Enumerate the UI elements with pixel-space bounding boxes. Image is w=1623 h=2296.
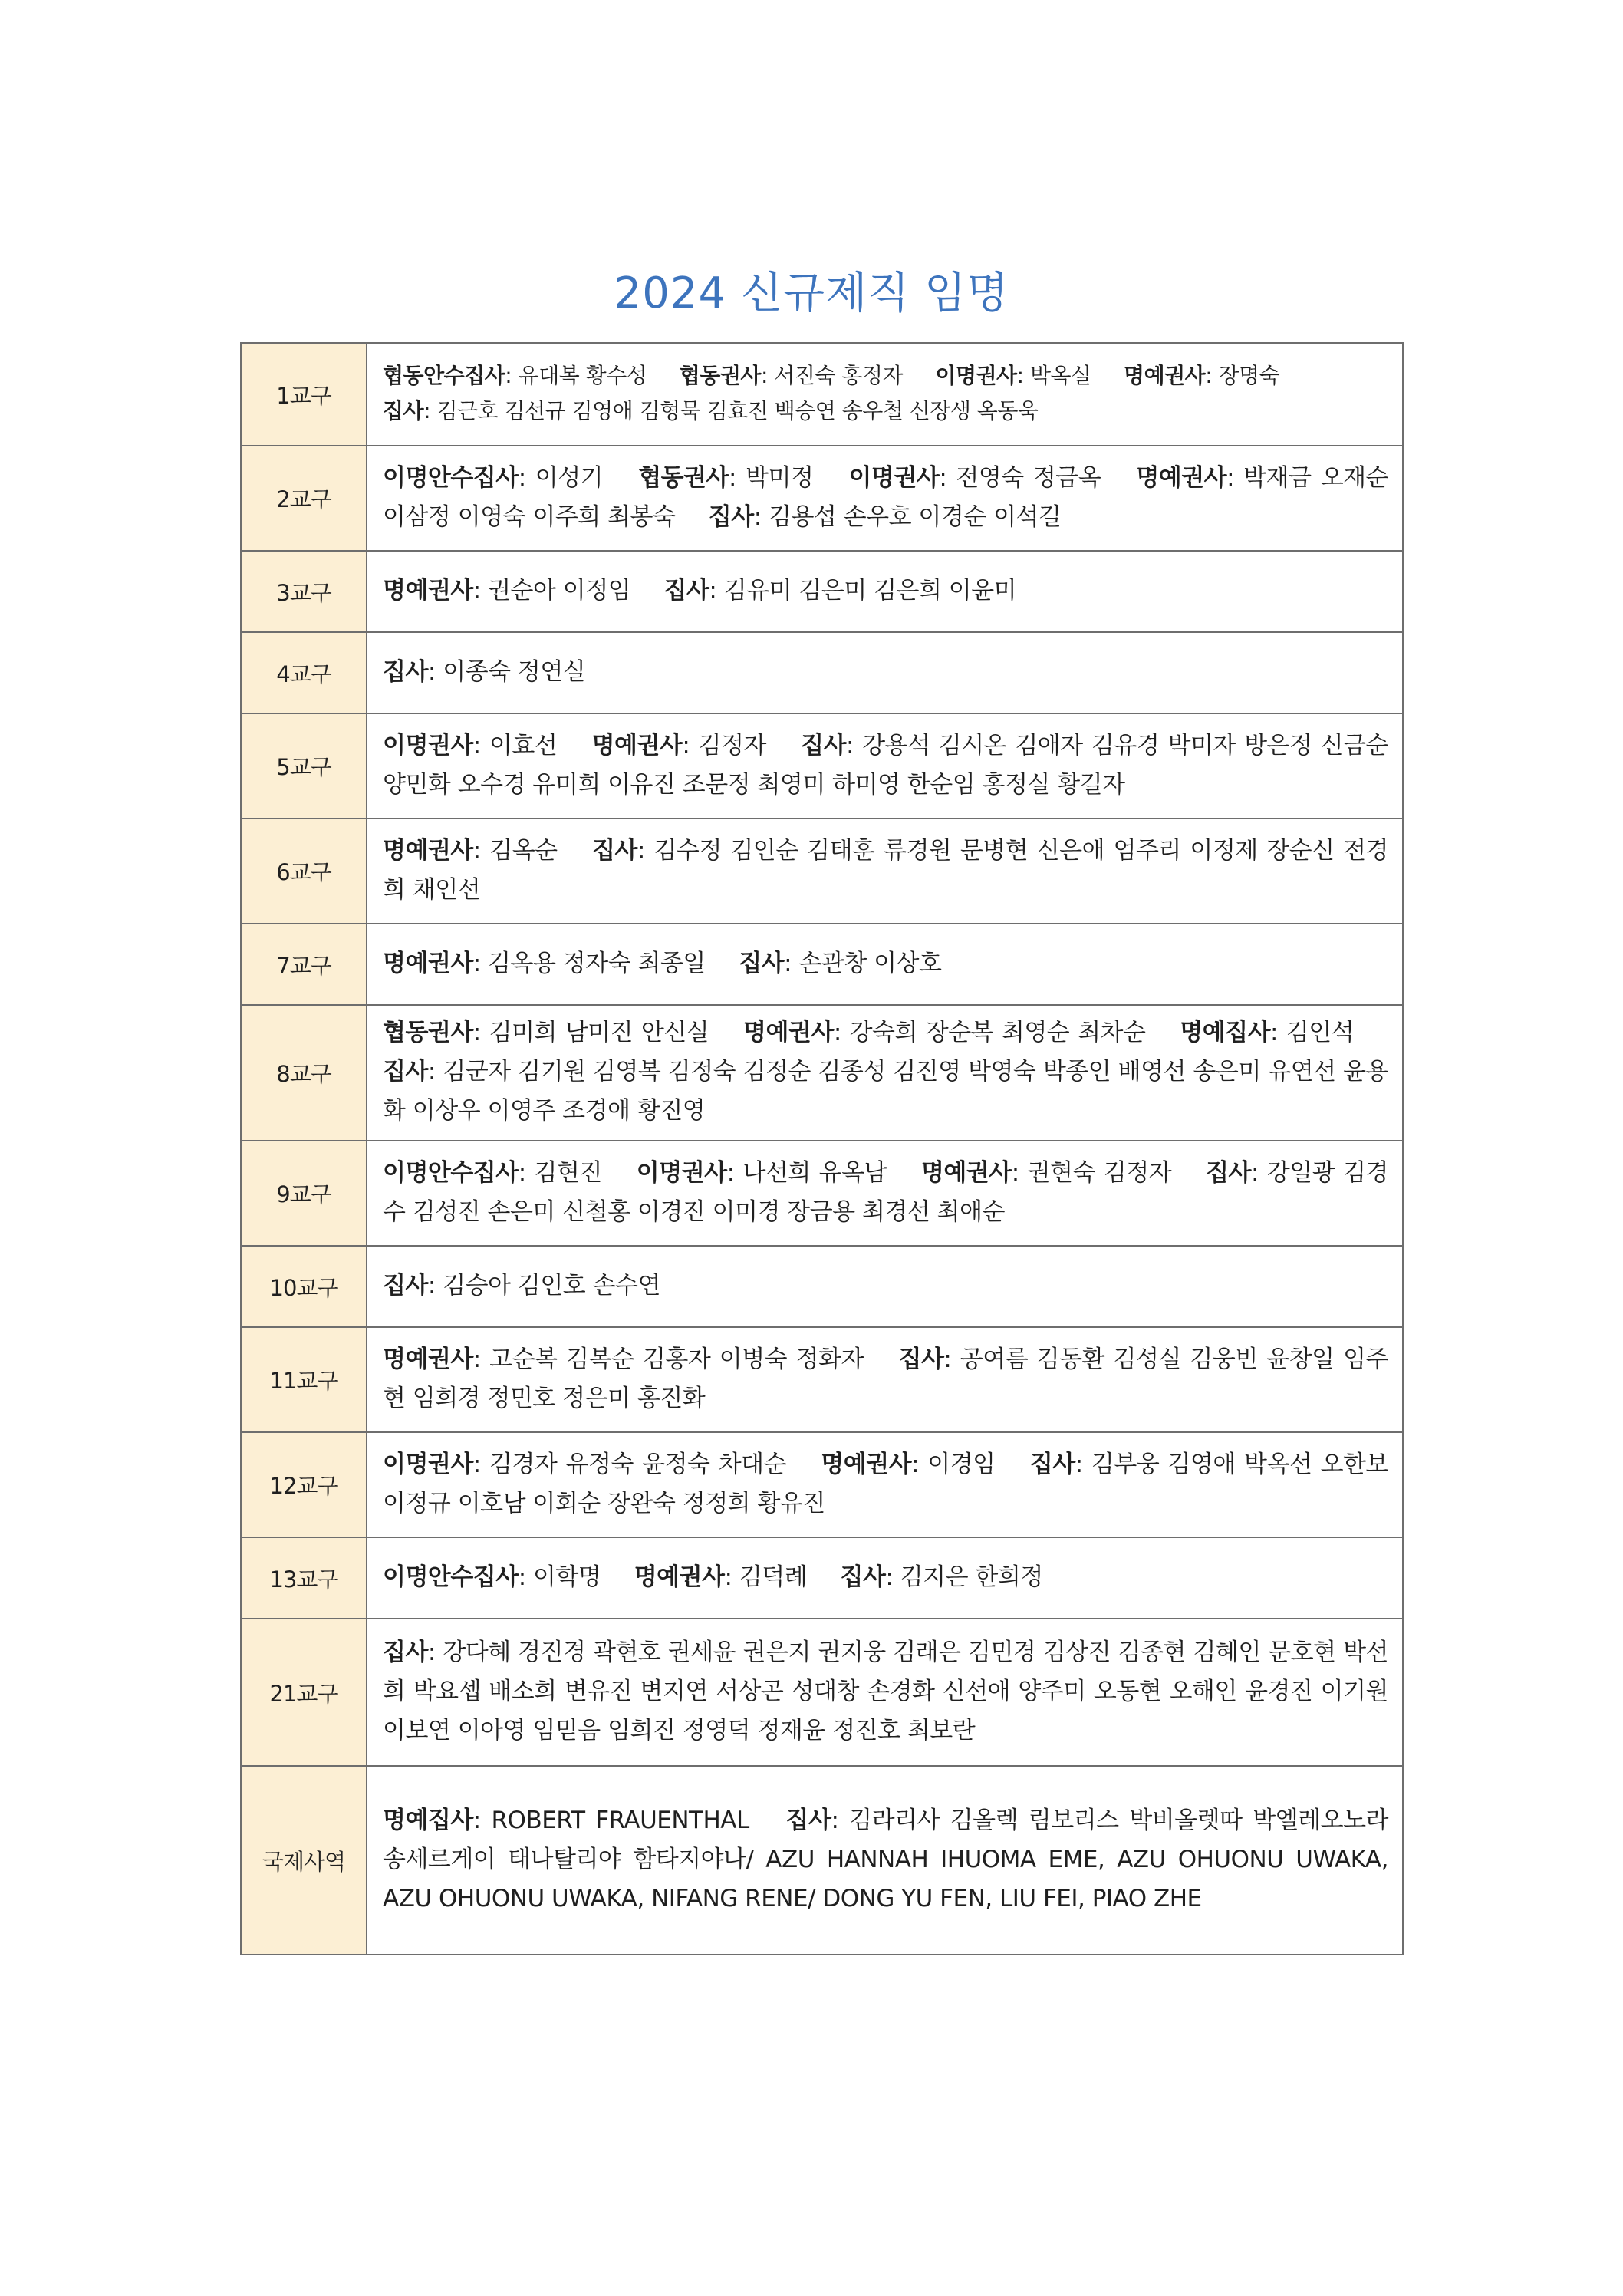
appointment-group: 집사: 김용섭 손우호 이경순 이석길	[708, 502, 1062, 531]
appointee-names: 김근호 김선규 김영애 김형묵 김효진 백승연 송우철 신장생 옥동욱	[436, 398, 1039, 423]
appointment-table	[240, 342, 1404, 1955]
office-title: 이명안수집사	[383, 463, 519, 492]
office-title: 명예권사	[383, 576, 473, 604]
appointee-names: 김미희 남미진 안신실	[489, 1019, 709, 1046]
office-title: 이명권사	[935, 363, 1017, 388]
appointment-group: 협동권사: 서진숙 홍정자	[679, 363, 903, 388]
district-name: 국제사역	[241, 1766, 367, 1955]
appointee-names: 김지은 한희정	[900, 1563, 1043, 1591]
office-title: 협동권사	[638, 463, 729, 492]
district-members	[367, 1619, 1403, 1766]
office-title: 집사	[898, 1345, 944, 1373]
appointee-names: 서진숙 홍정자	[774, 363, 903, 388]
appointment-group: 명예권사: 김옥순	[383, 836, 558, 865]
appointee-names: 장명숙	[1218, 363, 1280, 388]
office-title: 집사	[801, 731, 847, 759]
appointment-group: 집사: 김근호 김선규 김영애 김형묵 김효진 백승연 송우철 신장생 옥동욱	[383, 398, 1039, 423]
appointment-group: 명예집사: 김인석	[1180, 1019, 1355, 1046]
district-members	[367, 713, 1403, 819]
office-title: 명예권사	[383, 1345, 473, 1373]
office-title: 집사	[592, 836, 638, 865]
office-title: 명예권사	[591, 731, 683, 759]
appointee-names: 김용섭 손우호 이경순 이석길	[769, 502, 1062, 531]
appointment-group: 집사: 김라리사 김올렉 림보리스 박비올렛따 박엘레오노라 송세르게이 태나탈리야 함타지야나/ AZU HANNAH IHUOMA EME, AZU OHUONU UWAKA, AZU OHUONU UWAKA, NIFANG RENE/ DONG YU FEN, LIU FEI, PIAO ZHE	[383, 1806, 1388, 1912]
office-title: 명예집사	[383, 1806, 473, 1834]
appointment-group: 집사: 김유미 김은미 김은희 이윤미	[663, 576, 1017, 604]
appointee-names: 김승아 김인호 손수연	[443, 1271, 660, 1300]
district-name: 3교구	[241, 551, 367, 632]
district-name: 8교구	[241, 1005, 367, 1141]
appointee-names: 강일광 김경수 김성진 손은미 신철홍 이경진 이미경 장금용 최경선 최애순	[383, 1158, 1388, 1226]
appointee-names: 김유미 김은미 김은희 이윤미	[723, 576, 1017, 604]
office-title: 집사	[785, 1806, 831, 1834]
office-title: 집사	[708, 502, 754, 531]
appointee-names: 김옥순	[489, 836, 558, 865]
district-members	[367, 343, 1403, 446]
appointee-names: 박미정	[746, 463, 814, 492]
district-name: 4교구	[241, 632, 367, 713]
district-row	[241, 1327, 1403, 1432]
appointee-names: ROBERT FRAUENTHAL	[491, 1806, 749, 1834]
office-title: 명예권사	[383, 836, 473, 865]
office-title: 집사	[1206, 1158, 1251, 1187]
office-title: 명예집사	[1180, 1019, 1271, 1046]
district-row	[241, 819, 1403, 924]
district-members	[367, 1141, 1403, 1246]
district-row	[241, 1432, 1403, 1537]
appointment-group: 이명안수집사: 이성기	[383, 463, 604, 492]
appointee-names: 김정자	[698, 731, 766, 759]
appointee-names: 이경임	[927, 1450, 996, 1478]
office-title: 명예권사	[920, 1158, 1012, 1187]
appointment-group: 이명안수집사: 김현진	[383, 1158, 602, 1187]
district-name: 5교구	[241, 713, 367, 819]
appointee-names: 김옥용 정자숙 최종일	[488, 949, 706, 977]
district-row	[241, 1619, 1403, 1766]
district-row	[241, 1141, 1403, 1246]
appointee-names: 이효선	[489, 731, 558, 759]
office-title: 이명권사	[383, 1450, 473, 1478]
appointee-names: 공여름 김동환 김성실 김웅빈 윤창일 임주현 임희경 정민호 정은미 홍진화	[383, 1345, 1388, 1412]
appointee-names: 김부웅 김영애 박옥선 오한보 이정규 이호남 이회순 장완숙 정정희 황유진	[383, 1450, 1388, 1517]
appointment-group: 협동안수집사: 유대복 황수성	[383, 363, 647, 388]
appointee-names: 고순복 김복순 김홍자 이병숙 정화자	[489, 1345, 864, 1373]
appointment-group: 집사: 강다혜 경진경 곽현호 권세윤 권은지 권지웅 김래은 김민경 김상진 김종현 김혜인 문호현 박선희 박요셉 배소희 변유진 변지연 서상곤 성대창 손경화 신선애 양주미 오동현 오해인 윤경진 이기원 이보연 이아영 임믿음 임희진 정영덕 정재윤 정진호 최보란	[383, 1638, 1388, 1744]
district-name: 2교구	[241, 446, 367, 551]
district-row	[241, 1246, 1403, 1327]
district-row	[241, 343, 1403, 446]
district-name: 10교구	[241, 1246, 367, 1327]
office-title: 이명권사	[383, 731, 473, 759]
district-row	[241, 446, 1403, 551]
office-title: 집사	[383, 1638, 428, 1666]
district-members	[367, 1766, 1403, 1955]
office-title: 명예권사	[634, 1563, 725, 1591]
appointee-names: 이성기	[535, 463, 604, 492]
appointment-group: 명예권사: 권순아 이정임	[383, 576, 631, 604]
appointee-names: 강용석 김시온 김애자 김유경 박미자 방은정 신금순 양민화 오수경 유미희 이유진 조문정 최영미 하미영 한순임 홍정실 황길자	[383, 731, 1388, 799]
appointee-names: 김군자 김기원 김영복 김정숙 김정순 김종성 김진영 박영숙 박종인 배영선 송은미 유연선 윤용화 이상우 이영주 조경애 황진영	[383, 1058, 1388, 1125]
office-title: 협동권사	[383, 1019, 473, 1046]
district-row	[241, 713, 1403, 819]
district-row	[241, 1537, 1403, 1619]
office-title: 이명안수집사	[383, 1158, 519, 1187]
district-row	[241, 1766, 1403, 1955]
appointment-group: 이명권사: 박옥실	[935, 363, 1091, 388]
district-row	[241, 632, 1403, 713]
district-members	[367, 632, 1403, 713]
district-name: 6교구	[241, 819, 367, 924]
district-name: 1교구	[241, 343, 367, 446]
appointment-group: 이명권사: 전영숙 정금옥	[848, 463, 1101, 492]
district-name: 7교구	[241, 924, 367, 1005]
appointee-names: 김덕례	[739, 1563, 808, 1591]
district-row	[241, 924, 1403, 1005]
appointment-group: 집사: 강용석 김시온 김애자 김유경 박미자 방은정 신금순 양민화 오수경 유미희 이유진 조문정 최영미 하미영 한순임 홍정실 황길자	[383, 731, 1388, 799]
district-row	[241, 1005, 1403, 1141]
appointment-group: 명예권사: 고순복 김복순 김홍자 이병숙 정화자	[383, 1345, 864, 1373]
appointee-names: 나선희 유옥남	[742, 1158, 887, 1187]
district-row	[241, 551, 1403, 632]
appointee-names: 강숙희 장순복 최영순 최차순	[849, 1019, 1146, 1046]
office-title: 명예권사	[821, 1450, 912, 1478]
office-title: 집사	[383, 398, 424, 423]
office-title: 명예권사	[383, 949, 473, 977]
appointment-group: 집사: 김수정 김인순 김태훈 류경원 문병현 신은애 엄주리 이정제 장순신 전경희 채인선	[383, 836, 1388, 904]
district-members	[367, 1432, 1403, 1537]
district-members	[367, 1327, 1403, 1432]
appointment-group: 집사: 손관창 이상호	[739, 949, 942, 977]
district-members	[367, 924, 1403, 1005]
office-title: 집사	[383, 657, 428, 686]
appointee-names: 김경자 유정숙 윤정숙 차대순	[489, 1450, 787, 1478]
office-title: 집사	[739, 949, 785, 977]
appointment-group: 명예권사: 김덕례	[634, 1563, 808, 1591]
appointee-names: 박옥실	[1029, 363, 1091, 388]
appointment-group: 명예권사: 강숙희 장순복 최영순 최차순	[743, 1019, 1146, 1046]
appointment-group: 집사: 김승아 김인호 손수연	[383, 1271, 660, 1300]
appointment-group: 협동권사: 박미정	[638, 463, 814, 492]
district-members	[367, 819, 1403, 924]
office-title: 집사	[840, 1563, 886, 1591]
office-title: 명예권사	[743, 1019, 834, 1046]
district-name: 13교구	[241, 1537, 367, 1619]
office-title: 협동권사	[679, 363, 761, 388]
appointment-group: 이명권사: 나선희 유옥남	[636, 1158, 887, 1187]
office-title: 집사	[383, 1058, 428, 1085]
appointment-group: 이명안수집사: 이학명	[383, 1563, 601, 1591]
office-title: 집사	[663, 576, 709, 604]
office-title: 이명권사	[848, 463, 940, 492]
office-title: 협동안수집사	[383, 363, 505, 388]
appointment-group: 이명권사: 김경자 유정숙 윤정숙 차대순	[383, 1450, 787, 1478]
appointee-names: 김라리사 김올렉 림보리스 박비올렛따 박엘레오노라 송세르게이 태나탈리야 함타지야나/ AZU HANNAH IHUOMA EME, AZU OHUONU UWAKA, AZU OHUONU UWAKA, NIFANG RENE/ DONG YU FEN, LIU FEI, PIAO ZHE	[383, 1806, 1388, 1912]
appointee-names: 권순아 이정임	[488, 576, 631, 604]
appointment-group: 명예권사: 김옥용 정자숙 최종일	[383, 949, 706, 977]
appointee-names: 이학명	[533, 1563, 601, 1591]
district-name: 11교구	[241, 1327, 367, 1432]
office-title: 이명권사	[636, 1158, 727, 1187]
district-name: 21교구	[241, 1619, 367, 1766]
page-title: 2024 신규제직 임명	[614, 268, 1009, 318]
office-title: 집사	[383, 1271, 428, 1300]
district-members	[367, 1005, 1403, 1141]
district-name: 12교구	[241, 1432, 367, 1537]
office-title: 집사	[1029, 1450, 1075, 1478]
appointment-group: 명예권사: 권현숙 김정자	[920, 1158, 1172, 1187]
appointment-group: 명예권사: 박재금 오재순 이삼정 이영숙 이주희 최봉숙	[383, 463, 1388, 531]
appointment-table-body	[241, 343, 1403, 1955]
office-title: 명예권사	[1136, 463, 1227, 492]
appointment-group: 명예권사: 이경임	[821, 1450, 996, 1478]
district-members	[367, 446, 1403, 551]
appointment-group: 집사: 김군자 김기원 김영복 김정숙 김정순 김종성 김진영 박영숙 박종인 배영선 송은미 유연선 윤용화 이상우 이영주 조경애 황진영	[383, 1058, 1388, 1125]
appointment-group: 집사: 공여름 김동환 김성실 김웅빈 윤창일 임주현 임희경 정민호 정은미 홍진화	[383, 1345, 1388, 1412]
district-members	[367, 1537, 1403, 1619]
appointment-group: 명예권사: 김정자	[591, 731, 766, 759]
district-name: 9교구	[241, 1141, 367, 1246]
appointee-names: 김수정 김인순 김태훈 류경원 문병현 신은애 엄주리 이정제 장순신 전경희 채인선	[383, 836, 1388, 904]
office-title: 이명안수집사	[383, 1563, 519, 1591]
district-members	[367, 1246, 1403, 1327]
appointee-names: 전영숙 정금옥	[956, 463, 1101, 492]
appointment-group: 집사: 이종숙 정연실	[383, 657, 586, 686]
appointee-names: 유대복 황수성	[518, 363, 647, 388]
appointment-group: 이명권사: 이효선	[383, 731, 558, 759]
appointee-names: 권현숙 김정자	[1027, 1158, 1172, 1187]
appointment-group: 집사: 강일광 김경수 김성진 손은미 신철홍 이경진 이미경 장금용 최경선 최애순	[383, 1158, 1388, 1226]
appointee-names: 손관창 이상호	[798, 949, 942, 977]
district-members	[367, 551, 1403, 632]
office-title: 명예권사	[1124, 363, 1206, 388]
appointee-names: 강다혜 경진경 곽현호 권세윤 권은지 권지웅 김래은 김민경 김상진 김종현 김혜인 문호현 박선희 박요셉 배소희 변유진 변지연 서상곤 성대창 손경화 신선애 양주미 오동현 오해인 윤경진 이기원 이보연 이아영 임믿음 임희진 정영덕 정재윤 정진호 최보란	[383, 1638, 1388, 1744]
appointee-names: 박재금 오재순 이삼정 이영숙 이주희 최봉숙	[383, 463, 1388, 531]
appointee-names: 김현진	[534, 1158, 602, 1187]
appointee-names: 이종숙 정연실	[443, 657, 586, 686]
appointment-group: 집사: 김지은 한희정	[840, 1563, 1043, 1591]
appointment-group: 명예집사: ROBERT FRAUENTHAL	[383, 1806, 749, 1834]
appointment-group: 협동권사: 김미희 남미진 안신실	[383, 1019, 709, 1046]
appointee-names: 김인석	[1286, 1019, 1355, 1046]
appointment-group: 집사: 김부웅 김영애 박옥선 오한보 이정규 이호남 이회순 장완숙 정정희 황유진	[383, 1450, 1388, 1517]
appointment-group: 명예권사: 장명숙	[1124, 363, 1280, 388]
